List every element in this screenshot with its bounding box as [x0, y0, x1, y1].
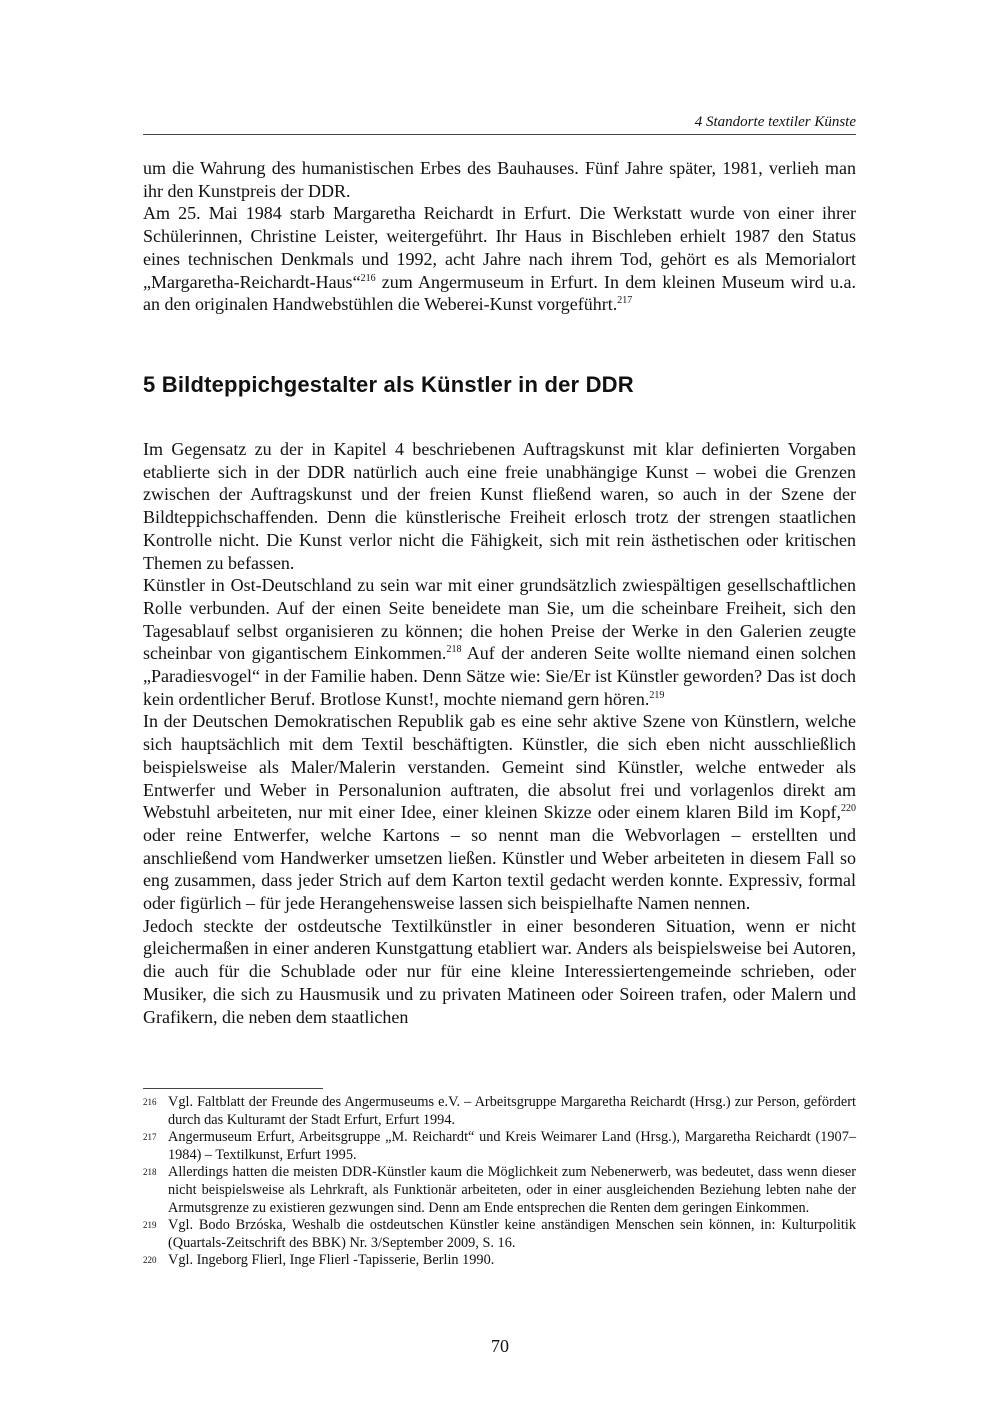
footnote	[143, 1129, 856, 1164]
paragraph: Im Gegensatz zu der in Kapitel 4 beschriebenen Auftragskunst mit klar definierten Vorgaben etablierte sich in der DDR natürlich auch eine freie unabhängige Kunst – wobei die Grenzen zwischen der Auftragskunst und der freien Kunst fließend waren, so auch in der Szene der Bildteppichschaffenden. Denn die künstlerische Freiheit erlosch trotz der strengen staatlichen Kontrolle nicht. Die Kunst verlor nicht die Fähigkeit, sich mit rein ästhetischen oder kritischen Themen zu befassen.	[143, 439, 856, 573]
footnote-text: Allerdings hatten die meisten DDR-Künstler kaum die Möglichkeit zum Nebenerwerb, was bedeutet, dass wenn dieser nicht beispielsweise als Lehrkraft, als Funktionär arbeiteten, oder in einer ausgleichenden Beziehung lebten nahe der Armutsgrenze zu existieren gezwungen sind. Denn am Ende entsprechen die Renten dem geringen Einkommen.	[168, 1164, 856, 1216]
footnote-text: Vgl. Bodo Brzóska, Weshalb die ostdeutschen Künstler keine anständigen Menschen sein können, in: Kulturpolitik (Quartals-Zeitschrift des BBK) Nr. 3/September 2009, S. 16.	[168, 1217, 856, 1251]
section-heading: 5 Bildteppichgestalter als Künstler in der DDR	[143, 372, 634, 397]
footnote	[143, 1094, 856, 1129]
footnote-number: 216	[143, 1097, 157, 1107]
footnote	[143, 1252, 856, 1270]
footnote-ref[interactable]: 218	[446, 644, 462, 656]
footnote-ref[interactable]: 219	[649, 689, 665, 701]
footnote-number: 219	[143, 1220, 157, 1231]
footnote-separator	[143, 1088, 323, 1089]
footnote-number: 218	[143, 1167, 157, 1178]
paragraph: um die Wahrung des humanistischen Erbes des Bauhauses. Fünf Jahre später, 1981, verlieh man ihr den Kunstpreis der DDR.	[143, 158, 856, 201]
running-header	[143, 114, 856, 135]
paragraph: Jedoch steckte der ostdeutsche Textilkünstler in einer besonderen Situation, wenn er nicht gleichermaßen in einer anderen Kunstgattung etabliert war. Anders als beispielsweise bei Autoren, die auch für die Schublade oder nur für eine kleine Interessiertengemeinde schrieben, oder Musiker, die sich zu Hausmusik und zu privaten Matineen oder Soireen trafen, oder Malern und Grafikern, die neben dem staatlichen	[143, 915, 856, 1027]
page-number: 70	[491, 1336, 509, 1356]
footnote	[143, 1164, 856, 1217]
footnote-text: Vgl. Ingeborg Flierl, Inge Flierl -Tapisserie, Berlin 1990.	[168, 1252, 495, 1269]
main-text	[143, 438, 856, 1028]
running-title: 4 Standorte textiler Künste	[694, 114, 856, 130]
footnote-ref[interactable]: 220	[841, 803, 856, 815]
footnote-number: 217	[143, 1132, 157, 1143]
paragraph: Künstler in Ost-Deutschland zu sein war mit einer grundsätzlich zwiespältigen gesellschaftlichen Rolle verbunden. Auf der einen Seite beneidete man Sie, um die scheinbare Freiheit, sich den Tagesablauf selbst organisieren zu können; die hohen Preise der Werke in den Galerien zeugte scheinbar von gigantischem Einkommen.$^{218}$ Auf der anderen Seite wollte niemand einen solchen „Paradiesvogel“ in der Familie haben. Denn Sätze wie: Sie/Er ist Künstler geworden? Das ist doch kein ordentlicher Beruf. Brotlose Kunst!, mochte niemand gern hören.$^{219}$	[143, 575, 856, 709]
paragraph: Am 25. Mai 1984 starb Margaretha Reichardt in Erfurt. Die Werkstatt wurde von einer ihrer Schülerinnen, Christine Leister, weitergeführt. Ihr Haus in Bischleben erhielt 1987 den Status eines technischen Denkmals und 1992, acht Jahre nach ihrem Tod, gehört es als Memorialort „Margaretha-Reichardt-Haus“$^{216}$ zum Angermuseum in Erfurt. In dem kleinen Museum wird u.a. an den originalen Handwebstühlen die Weberei-Kunst vorgeführt.$^{217}$	[143, 203, 856, 315]
intro-text	[143, 157, 856, 316]
paragraph: In der Deutschen Demokratischen Republik gab es eine sehr aktive Szene von Künstlern, welche sich hauptsächlich mit dem Textil beschäftigten. Künstler, die sich eben nicht ausschließlich beispielsweise als Maler/Malerin verstanden. Gemeint sind Künstler, welche entweder als Entwerfer und Weber in Personalunion auftraten, die absolut frei und vorlagenlos direkt am Webstuhl arbeiteten, nur mit einer Idee, einer kleinen Skizze oder einem klaren Bild im Kopf,$^{220}$ oder reine Entwerfer, welche Kartons – so nennt man die Webvorlagen – erstellten und anschließend vom Handwerker umsetzen ließen. Künstler und Weber arbeiteten in diesem Fall so eng zusammen, dass jeder Strich auf dem Karton textil gedacht werden konnte. Expressiv, formal oder figürlich – für jede Herangehensweise lassen sich beispielhafte Namen nennen.	[143, 711, 856, 914]
footnote-ref[interactable]: 217	[617, 295, 633, 307]
footnotes	[143, 1094, 856, 1270]
footnote	[143, 1217, 856, 1252]
footnote-ref[interactable]: 216	[360, 272, 376, 284]
footnote-text: Vgl. Faltblatt der Freunde des Angermuseums e.V. – Arbeitsgruppe Margaretha Reichardt (Hrsg.) zur Person, gefördert durch das Kulturamt der Stadt Erfurt, Erfurt 1994.	[168, 1094, 856, 1128]
footnote-number: 220	[143, 1255, 157, 1266]
footnote-text: Angermuseum Erfurt, Arbeitsgruppe „M. Reichardt“ und Kreis Weimarer Land (Hrsg.), Margaretha Reichardt (1907–1984) – Textilkunst, Erfurt 1995.	[168, 1129, 856, 1163]
